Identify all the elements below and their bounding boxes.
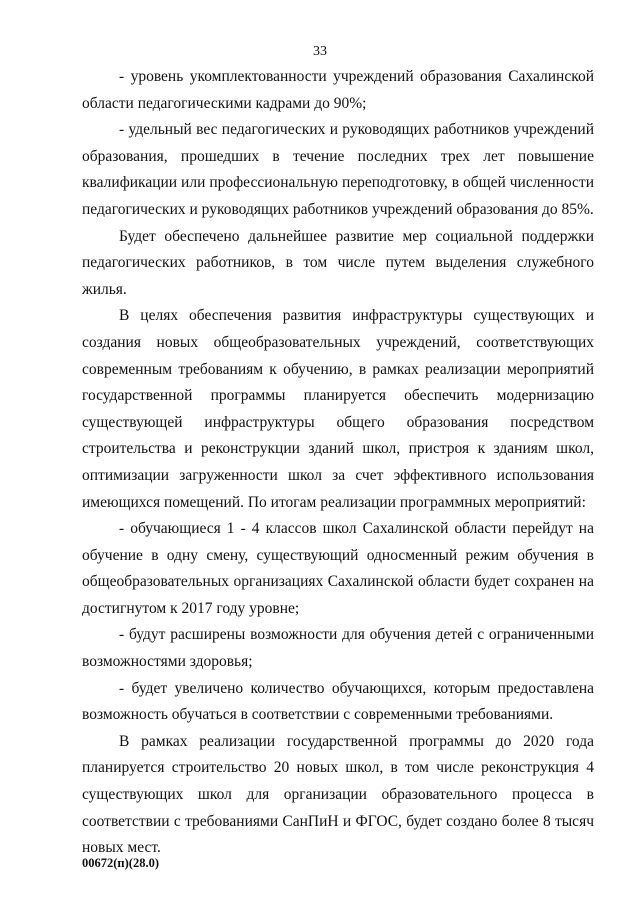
paragraph-social-support: Будет обеспечено дальнейшее развитие мер социальной поддержки педагогических работников, в том числе путем выделения служебного жилья. — [82, 227, 594, 298]
paragraph-single-shift: - обучающиеся 1 - 4 классов школ Сахалинской области перейдут на обучение в одну смену, существующий односменный режим обучения в общеобразовательных организациях Сахалинской области будет сохранен на достигнутом к 2017 году уровне; — [82, 520, 594, 617]
paragraph-staffing-level: - уровень укомплектованности учреждений образования Сахалинской области педагогическими кадрами до 90%; — [82, 68, 594, 112]
page-number: 33 — [313, 44, 327, 59]
paragraph-modern-requirements: - будет увеличено количество обучающихся, которым предоставлена возможность обучаться в соответствии с современными требованиями. — [82, 679, 594, 724]
document-code: 00672(п)(28.0) — [82, 856, 159, 870]
paragraph-qualification-share: - удельный вес педагогических и руководящих работников учреждений образования, прошедших в течение последних трех лет повышение квалификации или профессиональную переподготовку, в общей численности педагогических и руководящих работников учреждений образования до 85%. — [82, 121, 594, 218]
document-body — [82, 64, 594, 862]
paragraph-disabilities: - будут расширены возможности для обучения детей с ограниченными возможностями здоровья; — [82, 626, 594, 671]
paragraph-infrastructure: В целях обеспечения развития инфраструктуры существующих и создания новых общеобразовательных учреждений, соответствующих современным требованиям к обучению, в рамках реализации мероприятий государственной программы планируется обеспечить модернизацию существующей инфраструктуры общего образования посредством строительства и реконструкции зданий школ, пристроя к зданиям школ, оптимизации загруженности школ за счет эффективного использования имеющихся помещений. По итогам реализации программных мероприятий: — [82, 307, 594, 511]
paragraph-new-schools: В рамках реализации государственной программы до 2020 года планируется строительство 20 новых школ, в том числе реконструкция 4 существующих школ для организации образовательного процесса в соответствии с требованиями СанПиН и ФГОС, будет создано более 8 тысяч новых мест. — [82, 732, 594, 857]
